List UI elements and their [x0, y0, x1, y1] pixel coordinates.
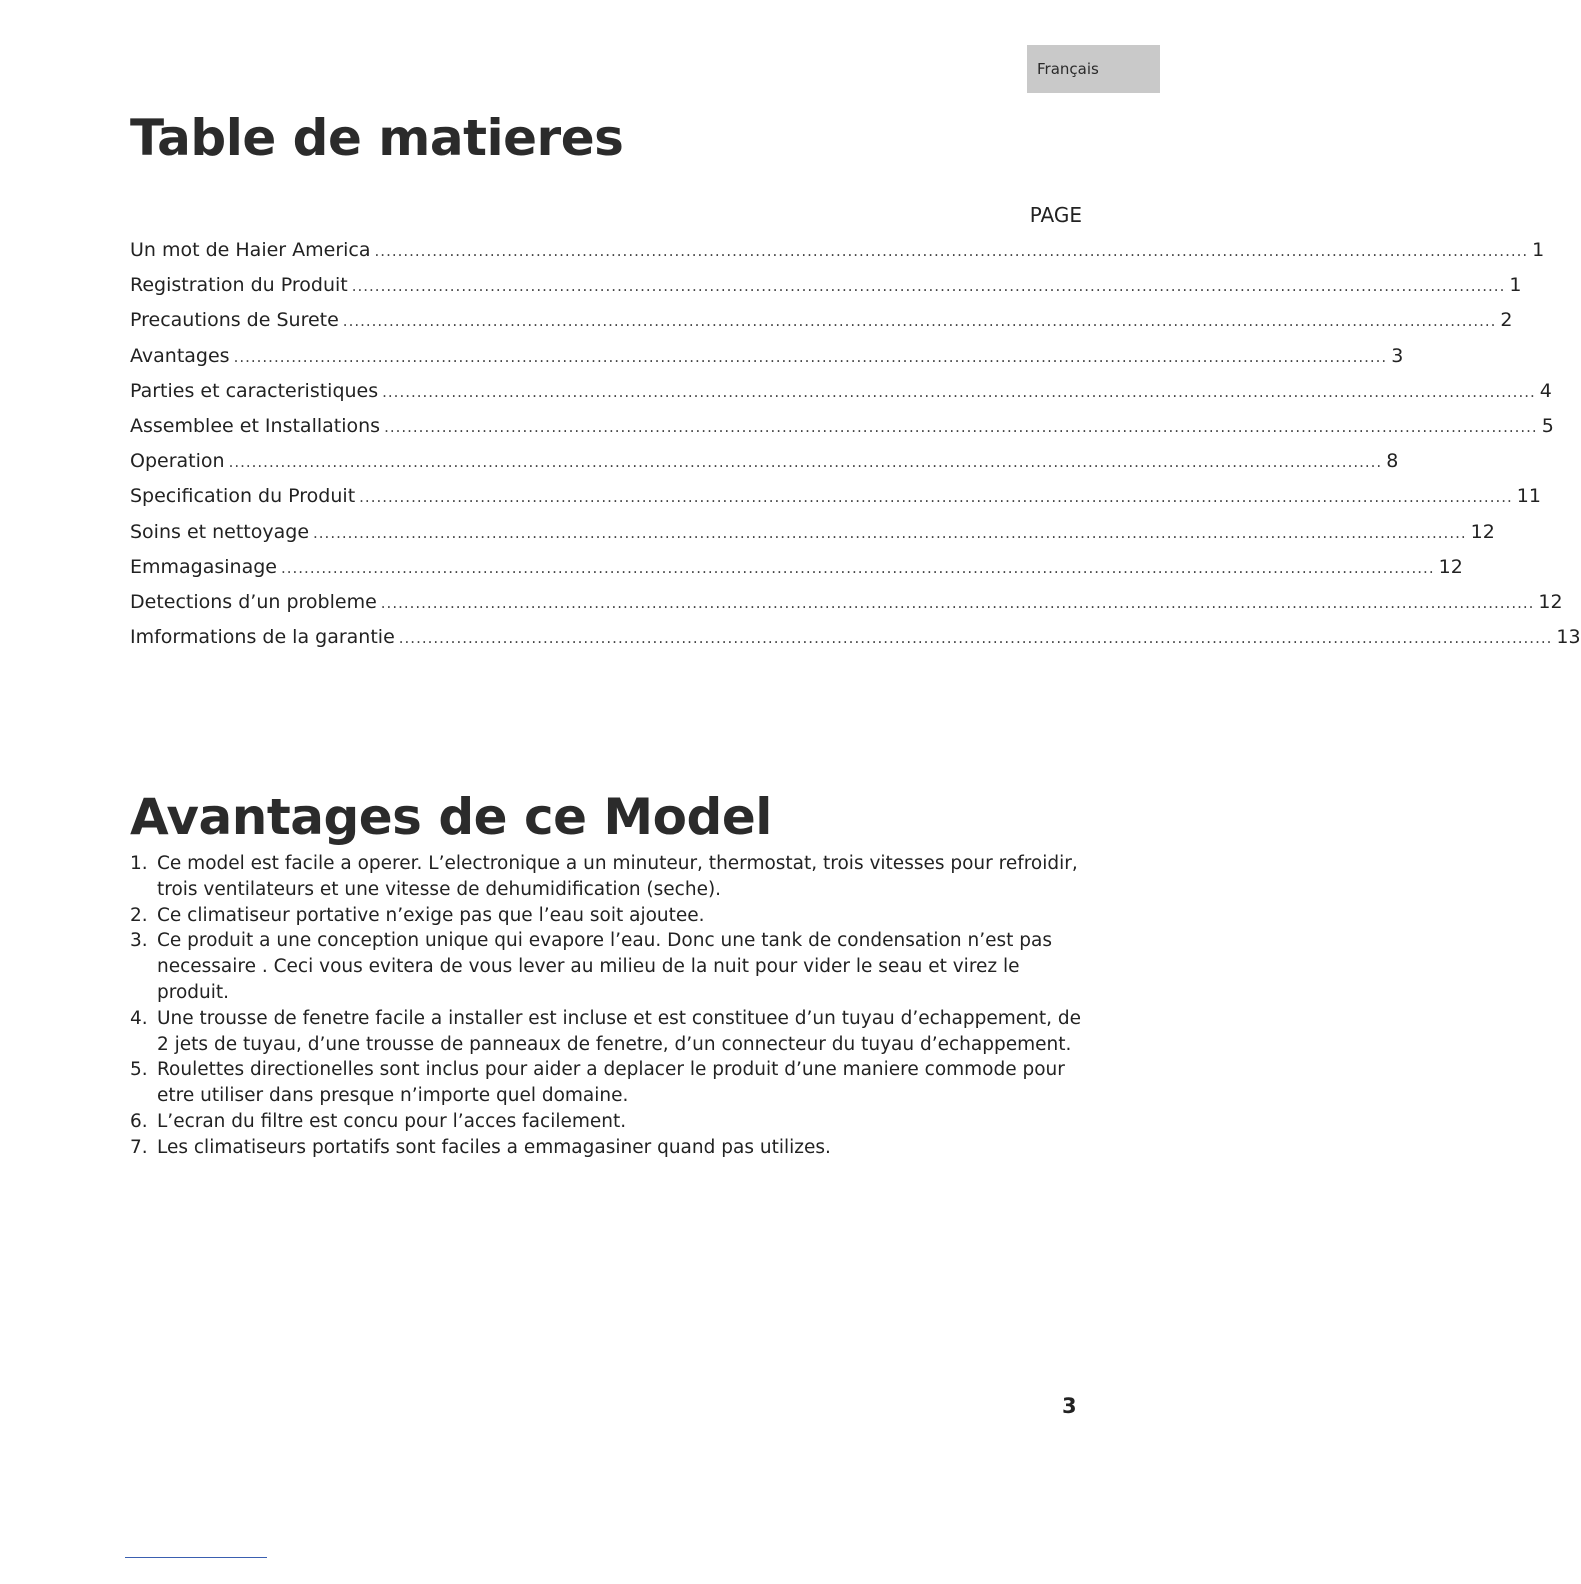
- toc-entry: [130, 303, 1513, 338]
- toc-entry: [130, 374, 1552, 409]
- toc-leader-dots: ........................................................................................................................................................................................................: [233, 347, 1388, 366]
- table-of-contents: [130, 233, 1581, 655]
- list-item-text: Les climatiseurs portatifs sont faciles a emmagasiner quand pas utilizes.: [157, 1136, 831, 1158]
- list-item-number: 2.: [130, 904, 148, 926]
- toc-page-column-header: PAGE: [1029, 203, 1082, 227]
- list-item: [130, 903, 1085, 929]
- toc-leader-dots: ........................................................................................................................................................................................................: [398, 629, 1553, 648]
- list-item: [130, 1135, 1085, 1161]
- toc-entry-label: Precautions de Surete: [130, 309, 339, 332]
- toc-entry: [130, 233, 1545, 268]
- list-item: [130, 1057, 1085, 1109]
- toc-title: Table de matieres: [130, 109, 624, 167]
- toc-entry-label: Soins et nettoyage: [130, 520, 310, 543]
- list-item-text: Ce climatiseur portative n’exige pas que l’eau soit ajoutee.: [157, 904, 705, 926]
- toc-entry-page: 12: [1538, 590, 1563, 613]
- toc-entry-page: 4: [1539, 379, 1552, 402]
- toc-entry: [130, 585, 1563, 620]
- list-item-number: 4.: [130, 1007, 148, 1029]
- toc-leader-dots: ........................................................................................................................................................................................................: [380, 593, 1535, 612]
- toc-leader-dots: ........................................................................................................................................................................................................: [351, 277, 1506, 296]
- toc-entry-page: 1: [1532, 239, 1545, 261]
- advantages-list: [130, 851, 1085, 1161]
- toc-entry-page: 8: [1386, 450, 1399, 473]
- advantages-title: Avantages de ce Model: [130, 788, 772, 846]
- toc-leader-dots: ........................................................................................................................................................................................................: [342, 312, 1497, 331]
- toc-entry-label: Avantages: [130, 344, 230, 367]
- toc-entry-page: 3: [1391, 344, 1404, 367]
- list-item-text: Ce produit a une conception unique qui evapore l’eau. Donc une tank de condensation n’est pas necessaire . Ceci vous evitera de vous lever au milieu de la nuit pour vider le seau et virez le produit.: [157, 930, 1052, 1003]
- toc-entry-label: Registration du Produit: [130, 274, 348, 297]
- toc-entry-label: Operation: [130, 450, 225, 473]
- toc-entry: [130, 409, 1554, 444]
- toc-entry: [130, 444, 1399, 479]
- toc-entry-label: Assemblee et Installations: [130, 414, 381, 437]
- toc-entry-page: 12: [1470, 520, 1495, 543]
- toc-entry: [130, 268, 1522, 303]
- list-item-number: 3.: [130, 930, 148, 952]
- toc-entry-page: 2: [1500, 309, 1513, 332]
- list-item: [130, 851, 1085, 903]
- toc-entry-page: 5: [1541, 414, 1554, 437]
- toc-leader-dots: ........................................................................................................................................................................................................: [228, 453, 1383, 472]
- toc-entry-label: Detections d’un probleme: [130, 590, 377, 613]
- toc-leader-dots: ........................................................................................................................................................................................................: [382, 382, 1536, 401]
- list-item-number: 5.: [130, 1059, 148, 1081]
- list-item-text: L’ecran du filtre est concu pour l’acces facilement.: [157, 1110, 627, 1132]
- list-item: [130, 1109, 1085, 1135]
- list-item-number: 7.: [130, 1136, 148, 1158]
- toc-entry-label: Un mot de Haier America: [130, 239, 371, 261]
- list-item-text: Ce model est facile a operer. L’electronique a un minuteur, thermostat, trois vitesses pour refroidir, trois ventilateurs et une vitesse de dehumidification (seche).: [157, 853, 1078, 900]
- toc-entry-page: 11: [1516, 485, 1541, 508]
- toc-entry-label: Emmagasinage: [130, 555, 277, 578]
- toc-entry: [130, 620, 1581, 655]
- list-item: [130, 1006, 1085, 1058]
- list-item: [130, 928, 1085, 1005]
- language-tab-label: Français: [1037, 60, 1099, 78]
- toc-entry-page: 1: [1509, 274, 1522, 297]
- list-item-text: Une trousse de fenetre facile a installer est incluse et est constituee d’un tuyau d’echappement, de 2 jets de tuyau, d’une trousse de panneaux de fenetre, d’un connecteur du tuyau d’echappement.: [157, 1007, 1082, 1055]
- toc-entry-label: Specification du Produit: [130, 485, 356, 508]
- toc-entry: [130, 515, 1495, 550]
- toc-leader-dots: ........................................................................................................................................................................................................: [359, 488, 1513, 507]
- toc-leader-dots: ........................................................................................................................................................................................................: [384, 417, 1538, 436]
- toc-entry: [130, 479, 1541, 514]
- language-tab: [1027, 45, 1160, 93]
- toc-leader-dots: ........................................................................................................................................................................................................: [374, 242, 1529, 260]
- list-item-number: 6.: [130, 1110, 148, 1132]
- toc-entry-label: Parties et caracteristiques: [130, 379, 379, 402]
- toc-entry-page: 13: [1556, 626, 1581, 649]
- toc-entry-label: Imformations de la garantie: [130, 626, 395, 649]
- toc-entry: [130, 550, 1463, 585]
- toc-leader-dots: ........................................................................................................................................................................................................: [313, 523, 1467, 542]
- list-item-number: 1.: [130, 853, 148, 874]
- footnote-divider: [125, 1557, 267, 1558]
- page-number: 3: [1062, 1394, 1077, 1418]
- toc-leader-dots: ........................................................................................................................................................................................................: [280, 558, 1435, 577]
- toc-entry-page: 12: [1438, 555, 1463, 578]
- toc-entry: [130, 339, 1404, 374]
- list-item-text: Roulettes directionelles sont inclus pour aider a deplacer le produit d’une maniere commode pour etre utiliser dans presque n’importe quel domaine.: [157, 1059, 1065, 1107]
